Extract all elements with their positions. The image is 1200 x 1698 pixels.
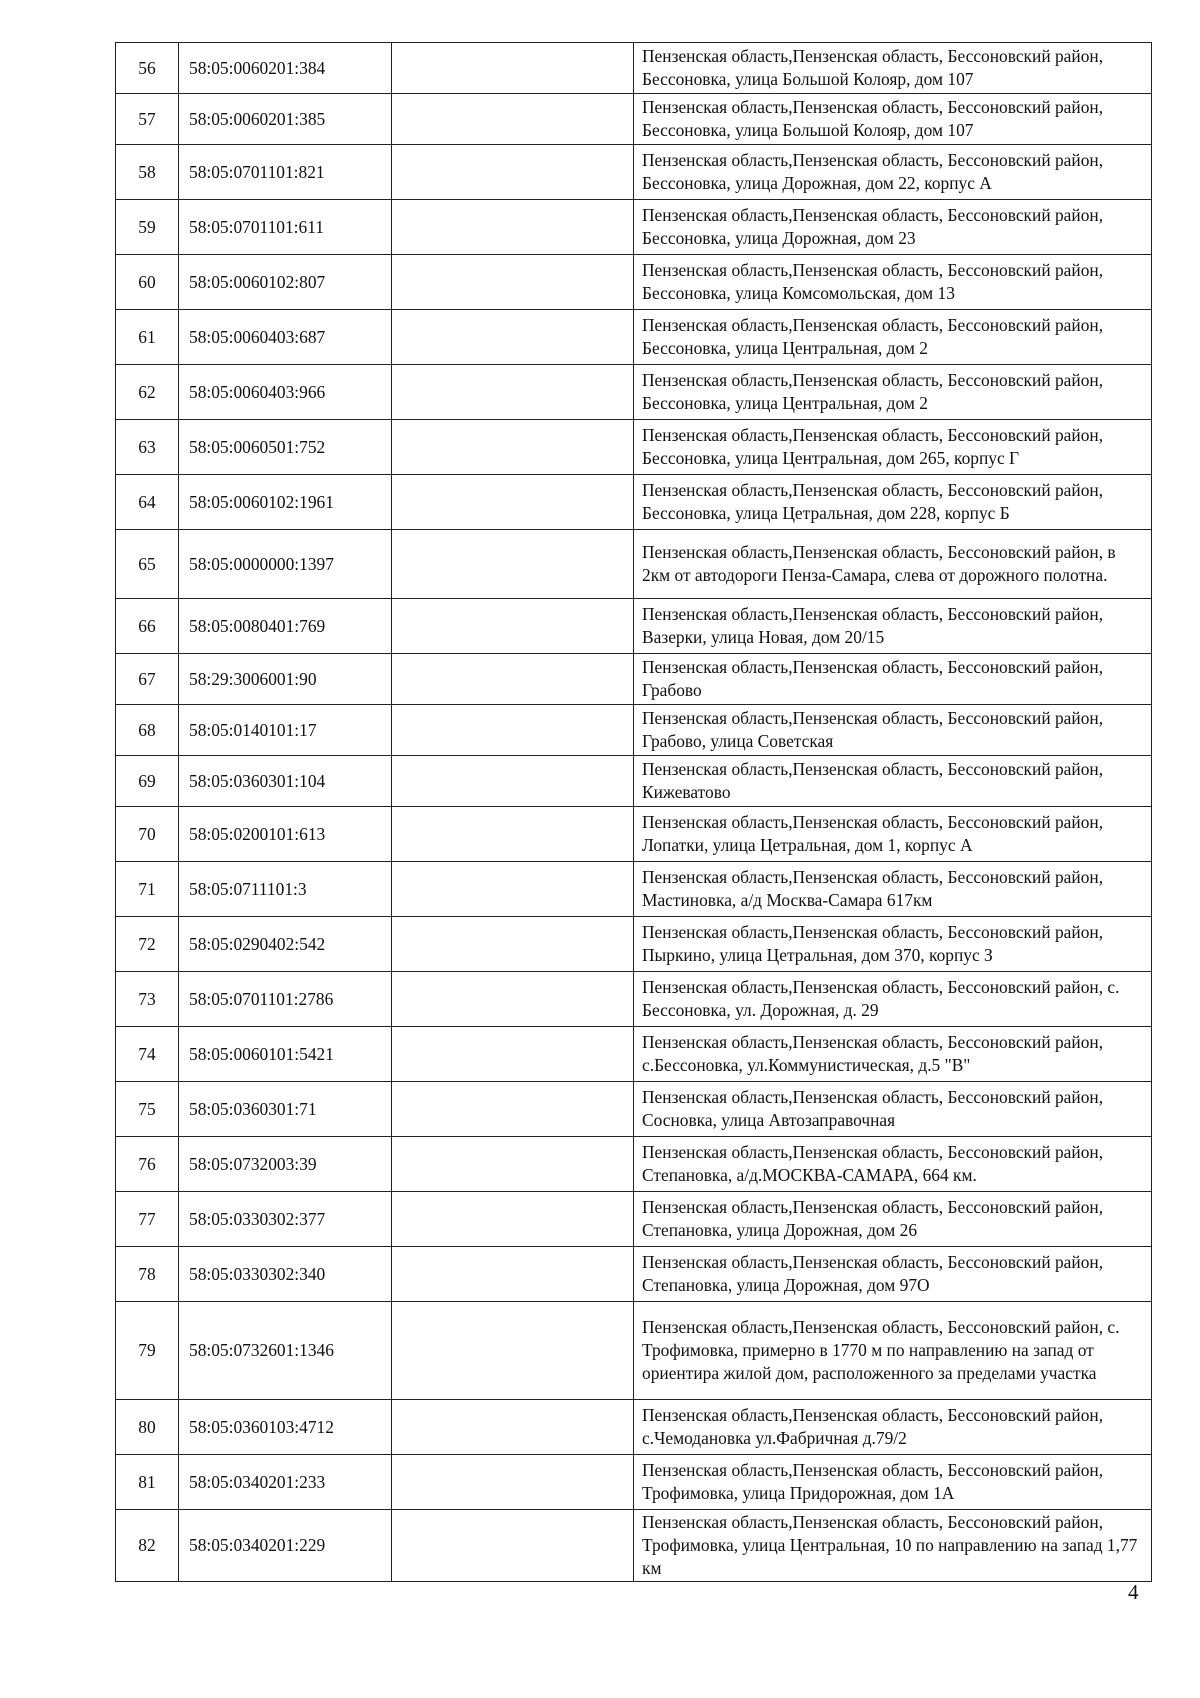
address: Пензенская область,Пензенская область, Бессоновский район, с.Чемодановка ул.Фабричная д.79/2: [634, 1400, 1152, 1455]
cadastral-number: 58:05:0701101:2786: [179, 972, 392, 1027]
empty-cell: [392, 917, 634, 972]
row-number: 81: [116, 1455, 179, 1510]
empty-cell: [392, 420, 634, 475]
row-number: 70: [116, 807, 179, 862]
cadastral-number: 58:05:0732601:1346: [179, 1302, 392, 1400]
row-number: 66: [116, 599, 179, 654]
row-number: 75: [116, 1082, 179, 1137]
table-row: [116, 705, 1152, 756]
cadastral-number: 58:05:0200101:613: [179, 807, 392, 862]
address: Пензенская область,Пензенская область, Бессоновский район, Степановка, улица Дорожная, дом 97О: [634, 1247, 1152, 1302]
row-number: 63: [116, 420, 179, 475]
empty-cell: [392, 365, 634, 420]
empty-cell: [392, 1192, 634, 1247]
cadastral-number: 58:05:0140101:17: [179, 705, 392, 756]
address: Пензенская область,Пензенская область, Бессоновский район, Бессоновка, улица Дорожная, дом 22, корпус А: [634, 145, 1152, 200]
empty-cell: [392, 1137, 634, 1192]
table-row: [116, 1302, 1152, 1400]
address: Пензенская область,Пензенская область, Бессоновский район, Кижеватово: [634, 756, 1152, 807]
address: Пензенская область,Пензенская область, Бессоновский район, Бессоновка, улица Большой Колояр, дом 107: [634, 43, 1152, 94]
row-number: 82: [116, 1510, 179, 1582]
row-number: 58: [116, 145, 179, 200]
cadastral-number: 58:05:0060102:807: [179, 255, 392, 310]
cadastral-number: 58:29:3006001:90: [179, 654, 392, 705]
row-number: 71: [116, 862, 179, 917]
cadastral-number: 58:05:0060102:1961: [179, 475, 392, 530]
address: Пензенская область,Пензенская область, Бессоновский район, с.Бессоновка, ул.Коммунистическая, д.5 "В": [634, 1027, 1152, 1082]
cadastral-number: 58:05:0060403:687: [179, 310, 392, 365]
cadastral-number: 58:05:0330302:377: [179, 1192, 392, 1247]
row-number: 59: [116, 200, 179, 255]
cadastral-number: 58:05:0000000:1397: [179, 530, 392, 599]
cadastral-number: 58:05:0360301:104: [179, 756, 392, 807]
table-row: [116, 756, 1152, 807]
address: Пензенская область,Пензенская область, Бессоновский район, Степановка, а/д.МОСКВА-САМАРА, 664 км.: [634, 1137, 1152, 1192]
row-number: 61: [116, 310, 179, 365]
address: Пензенская область,Пензенская область, Бессоновский район, Бессоновка, улица Комсомольская, дом 13: [634, 255, 1152, 310]
empty-cell: [392, 1510, 634, 1582]
address: Пензенская область,Пензенская область, Бессоновский район, Вазерки, улица Новая, дом 20/15: [634, 599, 1152, 654]
cadastral-number: 58:05:0060403:966: [179, 365, 392, 420]
register-table-body: [116, 43, 1152, 1582]
empty-cell: [392, 475, 634, 530]
table-row: [116, 1192, 1152, 1247]
page-number: 4: [1128, 1580, 1139, 1604]
table-row: [116, 1455, 1152, 1510]
table-row: [116, 807, 1152, 862]
address: Пензенская область,Пензенская область, Бессоновский район, Бессоновка, улица Центральная, дом 2: [634, 310, 1152, 365]
address: Пензенская область,Пензенская область, Бессоновский район, Грабово: [634, 654, 1152, 705]
address: Пензенская область,Пензенская область, Бессоновский район, Сосновка, улица Автозаправочная: [634, 1082, 1152, 1137]
empty-cell: [392, 599, 634, 654]
row-number: 74: [116, 1027, 179, 1082]
row-number: 80: [116, 1400, 179, 1455]
row-number: 57: [116, 94, 179, 145]
table-row: [116, 1400, 1152, 1455]
address: Пензенская область,Пензенская область, Бессоновский район, Бессоновка, улица Большой Колояр, дом 107: [634, 94, 1152, 145]
address: Пензенская область,Пензенская область, Бессоновский район, с. Бессоновка, ул. Дорожная, д. 29: [634, 972, 1152, 1027]
cadastral-number: 58:05:0060201:385: [179, 94, 392, 145]
table-row: [116, 94, 1152, 145]
address: Пензенская область,Пензенская область, Бессоновский район, с. Трофимовка, примерно в 1770 м по направлению на запад от ориентира жилой дом, расположенного за пределами участка: [634, 1302, 1152, 1400]
row-number: 69: [116, 756, 179, 807]
cadastral-number: 58:05:0060201:384: [179, 43, 392, 94]
cadastral-number: 58:05:0340201:233: [179, 1455, 392, 1510]
table-row: [116, 255, 1152, 310]
table-row: [116, 365, 1152, 420]
table-row: [116, 43, 1152, 94]
table-row: [116, 1027, 1152, 1082]
cadastral-number: 58:05:0060101:5421: [179, 1027, 392, 1082]
cadastral-number: 58:05:0360103:4712: [179, 1400, 392, 1455]
table-row: [116, 420, 1152, 475]
property-register-table: [115, 42, 1152, 1582]
empty-cell: [392, 705, 634, 756]
table-row: [116, 1247, 1152, 1302]
empty-cell: [392, 1400, 634, 1455]
cadastral-number: 58:05:0080401:769: [179, 599, 392, 654]
empty-cell: [392, 1455, 634, 1510]
cadastral-number: 58:05:0290402:542: [179, 917, 392, 972]
cadastral-number: 58:05:0711101:3: [179, 862, 392, 917]
table-row: [116, 1510, 1152, 1582]
table-row: [116, 530, 1152, 599]
table-row: [116, 1082, 1152, 1137]
empty-cell: [392, 756, 634, 807]
address: Пензенская область,Пензенская область, Бессоновский район, Бессоновка, улица Дорожная, дом 23: [634, 200, 1152, 255]
register-sheet: [115, 42, 1152, 1582]
address: Пензенская область,Пензенская область, Бессоновский район, Трофимовка, улица Центральная, 10 по направлению на запад 1,77 км: [634, 1510, 1152, 1582]
table-row: [116, 145, 1152, 200]
address: Пензенская область,Пензенская область, Бессоновский район, Мастиновка, а/д Москва-Самара 617км: [634, 862, 1152, 917]
row-number: 79: [116, 1302, 179, 1400]
cadastral-number: 58:05:0330302:340: [179, 1247, 392, 1302]
empty-cell: [392, 1247, 634, 1302]
cadastral-number: 58:05:0360301:71: [179, 1082, 392, 1137]
row-number: 62: [116, 365, 179, 420]
table-row: [116, 862, 1152, 917]
empty-cell: [392, 255, 634, 310]
row-number: 78: [116, 1247, 179, 1302]
table-row: [116, 599, 1152, 654]
row-number: 76: [116, 1137, 179, 1192]
table-row: [116, 1137, 1152, 1192]
empty-cell: [392, 145, 634, 200]
row-number: 56: [116, 43, 179, 94]
table-row: [116, 200, 1152, 255]
row-number: 65: [116, 530, 179, 599]
empty-cell: [392, 530, 634, 599]
cadastral-number: 58:05:0701101:821: [179, 145, 392, 200]
address: Пензенская область,Пензенская область, Бессоновский район, Бессоновка, улица Цетральная, дом 228, корпус Б: [634, 475, 1152, 530]
address: Пензенская область,Пензенская область, Бессоновский район, в 2км от автодороги Пенза-Самара, слева от дорожного полотна.: [634, 530, 1152, 599]
row-number: 72: [116, 917, 179, 972]
cadastral-number: 58:05:0340201:229: [179, 1510, 392, 1582]
empty-cell: [392, 807, 634, 862]
row-number: 60: [116, 255, 179, 310]
row-number: 73: [116, 972, 179, 1027]
table-row: [116, 972, 1152, 1027]
row-number: 77: [116, 1192, 179, 1247]
table-row: [116, 654, 1152, 705]
empty-cell: [392, 1082, 634, 1137]
table-row: [116, 310, 1152, 365]
cadastral-number: 58:05:0701101:611: [179, 200, 392, 255]
empty-cell: [392, 1302, 634, 1400]
address: Пензенская область,Пензенская область, Бессоновский район, Грабово, улица Советская: [634, 705, 1152, 756]
address: Пензенская область,Пензенская область, Бессоновский район, Бессоновка, улица Центральная, дом 2: [634, 365, 1152, 420]
cadastral-number: 58:05:0060501:752: [179, 420, 392, 475]
cadastral-number: 58:05:0732003:39: [179, 1137, 392, 1192]
empty-cell: [392, 94, 634, 145]
empty-cell: [392, 862, 634, 917]
empty-cell: [392, 1027, 634, 1082]
address: Пензенская область,Пензенская область, Бессоновский район, Трофимовка, улица Придорожная, дом 1А: [634, 1455, 1152, 1510]
empty-cell: [392, 200, 634, 255]
address: Пензенская область,Пензенская область, Бессоновский район, Пыркино, улица Цетральная, дом 370, корпус З: [634, 917, 1152, 972]
table-row: [116, 917, 1152, 972]
address: Пензенская область,Пензенская область, Бессоновский район, Степановка, улица Дорожная, дом 26: [634, 1192, 1152, 1247]
address: Пензенская область,Пензенская область, Бессоновский район, Бессоновка, улица Центральная, дом 265, корпус Г: [634, 420, 1152, 475]
empty-cell: [392, 654, 634, 705]
row-number: 67: [116, 654, 179, 705]
empty-cell: [392, 43, 634, 94]
empty-cell: [392, 972, 634, 1027]
empty-cell: [392, 310, 634, 365]
address: Пензенская область,Пензенская область, Бессоновский район, Лопатки, улица Цетральная, дом 1, корпус А: [634, 807, 1152, 862]
row-number: 68: [116, 705, 179, 756]
row-number: 64: [116, 475, 179, 530]
table-row: [116, 475, 1152, 530]
